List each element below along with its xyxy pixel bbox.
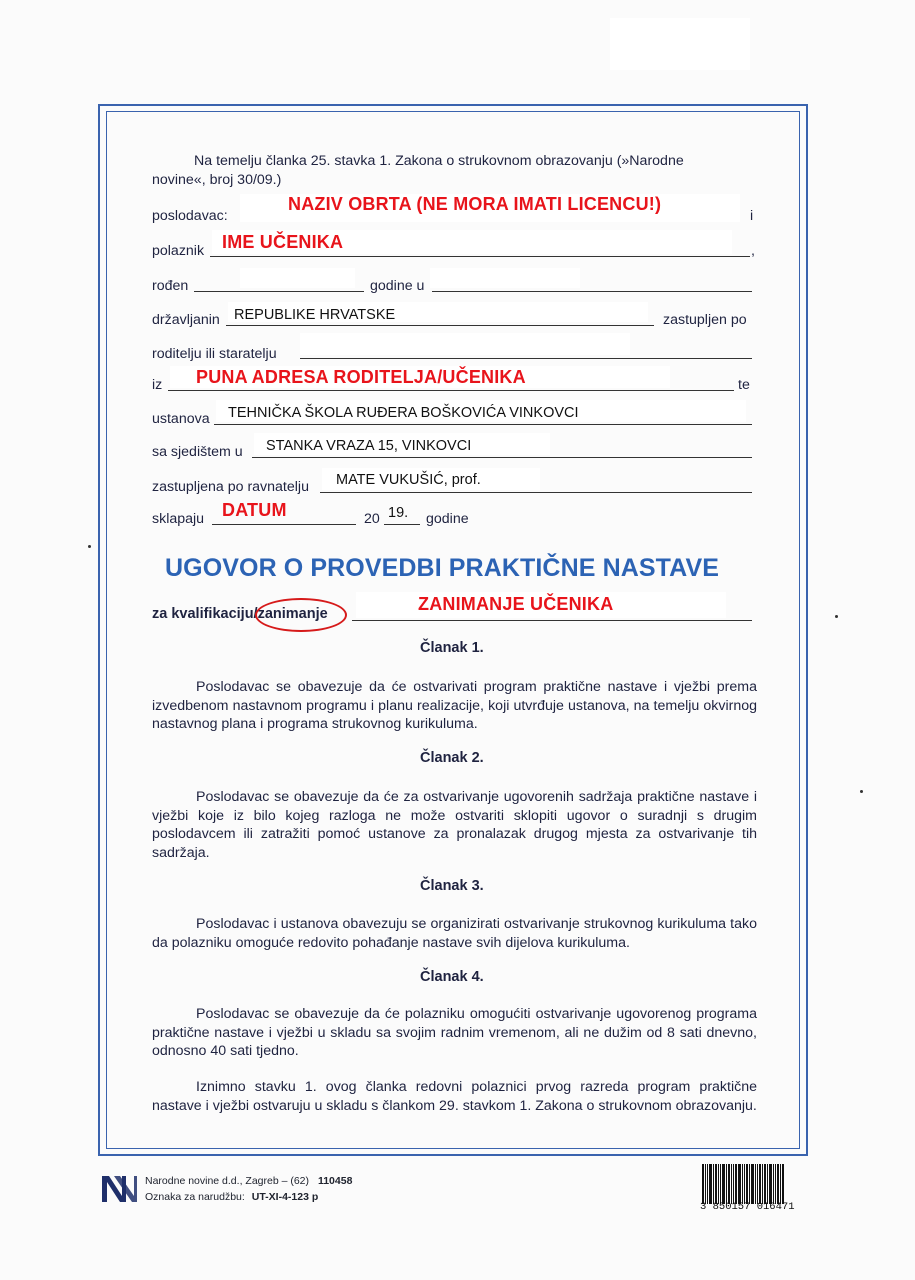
intro-line-1: Na temelju članka 25. stavka 1. Zakona o strukovnom obrazovanju (»Narodne — [194, 153, 684, 169]
ravnatelju-value: MATE VUKUŠIĆ, prof. — [336, 472, 481, 488]
sklapaju-label: sklapaju — [152, 511, 205, 527]
polaznik-label: polaznik — [152, 243, 205, 259]
article-1-text: Poslodavac se obavezuje da će ostvarivati program praktične nastave i vježbi prema izvedbenom nastavnom programu i planu realizacije, koji utvrđuje ustanova, na temelju okvirnog nastavnog plana i programa strukovnog kurikuluma. — [152, 679, 757, 732]
sjediste-value: STANKA VRAZA 15, VINKOVCI — [266, 438, 472, 454]
intro-line-2: novine«, broj 30/09.) — [152, 172, 282, 188]
iz-label: iz — [152, 377, 163, 393]
whiteout-patch — [610, 18, 750, 70]
document-title: UGOVOR O PROVEDBI PRAKTIČNE NASTAVE — [165, 554, 720, 582]
sjediste-line — [252, 457, 752, 458]
roden-place-line — [432, 291, 752, 292]
iz-value: PUNA ADRESA RODITELJA/UČENIKA — [196, 367, 526, 387]
kvalifikacija-line — [352, 620, 752, 621]
article-1-heading: Članak 1. — [420, 640, 484, 656]
roden-label: rođen — [152, 278, 189, 294]
poslodavac-label: poslodavac: — [152, 208, 228, 224]
roditelju-line — [300, 358, 752, 359]
ravnatelju-label: zastupljena po ravnatelju — [152, 479, 309, 495]
kvalifikacija-value: ZANIMANJE UČENIKA — [418, 594, 614, 614]
sklapaju-value: DATUM — [222, 500, 287, 520]
ustanova-label: ustanova — [152, 411, 210, 427]
kvalifikacija-label: za kvalifikaciju/zanimanje — [152, 606, 328, 622]
footer-publisher-text: Narodne novine d.d., Zagreb – (62) — [145, 1175, 310, 1187]
ravnatelju-line — [320, 492, 752, 493]
whiteout-patch — [300, 333, 630, 355]
barcode-number: 3 850157 016471 — [700, 1201, 795, 1213]
border-frame-inner — [106, 111, 800, 1149]
year-prefix: 20 — [364, 511, 380, 527]
drzavljanin-label: državljanin — [152, 312, 220, 328]
iz-line — [168, 390, 734, 391]
year-value: 19. — [388, 505, 409, 521]
roden-mid: godine u — [370, 278, 425, 294]
scan-speck — [835, 615, 838, 618]
ustanova-line — [214, 424, 752, 425]
scan-speck — [88, 545, 91, 548]
poslodavac-value: NAZIV OBRTA (NE MORA IMATI LICENCU!) — [288, 194, 662, 214]
drzavljanin-value: REPUBLIKE HRVATSKE — [234, 307, 396, 323]
year-suffix: godine — [426, 511, 469, 527]
drzavljanin-end: zastupljen po — [663, 312, 747, 328]
footer-order — [145, 1191, 318, 1203]
year-line — [384, 524, 420, 525]
footer-order-code: UT-XI-4-123 p — [251, 1191, 319, 1203]
article-4-heading: Članak 4. — [420, 969, 484, 985]
footer-publisher — [145, 1175, 352, 1187]
sjediste-label: sa sjedištem u — [152, 444, 243, 460]
narodne-novine-logo — [100, 1174, 138, 1204]
sklapaju-line — [212, 524, 356, 525]
handwritten-circle — [255, 598, 347, 632]
roditelju-label: roditelju ili staratelju — [152, 346, 277, 362]
article-3-text: Poslodavac i ustanova obavezuju se organizirati ostvarivanje strukovnog kurikuluma tako da polazniku omoguće redovito pohađanje nastave svih dijelova kurikuluma. — [152, 916, 757, 951]
article-4-text: Poslodavac se obavezuje da će polazniku omogućiti ostvarivanje ugovorenog programa praktične nastave i vježbi u skladu sa svojim radnim vremenom, ali ne dužim od 8 sati dnevno, odnosno 40 sati tjedno. — [152, 1006, 757, 1059]
drzavljanin-line — [226, 325, 654, 326]
polaznik-line — [210, 256, 750, 257]
footer-order-label: Oznaka za narudžbu: — [145, 1191, 245, 1203]
article-2-heading: Članak 2. — [420, 750, 484, 766]
footer-code: 110458 — [317, 1175, 353, 1187]
roden-date-line — [194, 291, 364, 292]
polaznik-end: , — [751, 243, 755, 259]
polaznik-value: IME UČENIKA — [222, 232, 344, 252]
ustanova-value: TEHNIČKA ŠKOLA RUĐERA BOŠKOVIĆA VINKOVCI — [228, 405, 579, 421]
article-3-heading: Članak 3. — [420, 878, 484, 894]
scan-speck — [860, 790, 863, 793]
poslodavac-end: i — [750, 208, 754, 224]
whiteout-patch — [430, 268, 580, 288]
barcode — [702, 1164, 806, 1204]
article-4-text-2: Iznimno stavku 1. ovog članka redovni polaznici prvog razreda program praktične nastave i vježbi ostvaruju u skladu s člankom 29. stavkom 1. Zakona o strukovnom obrazovanju. — [152, 1079, 757, 1114]
iz-end: te — [738, 377, 750, 393]
whiteout-patch — [240, 268, 355, 288]
article-2-text: Poslodavac se obavezuje da će za ostvarivanje ugovorenih sadržaja praktične nastave i vježbi koje iz bilo kojeg razloga ne može ostvariti sklopiti ugovor o suradnji s drugim poslodavcem ili zatražiti pomoć ustanove za pronalazak drugog mjesta za ostvarivanje tih sadržaja. — [152, 789, 757, 861]
